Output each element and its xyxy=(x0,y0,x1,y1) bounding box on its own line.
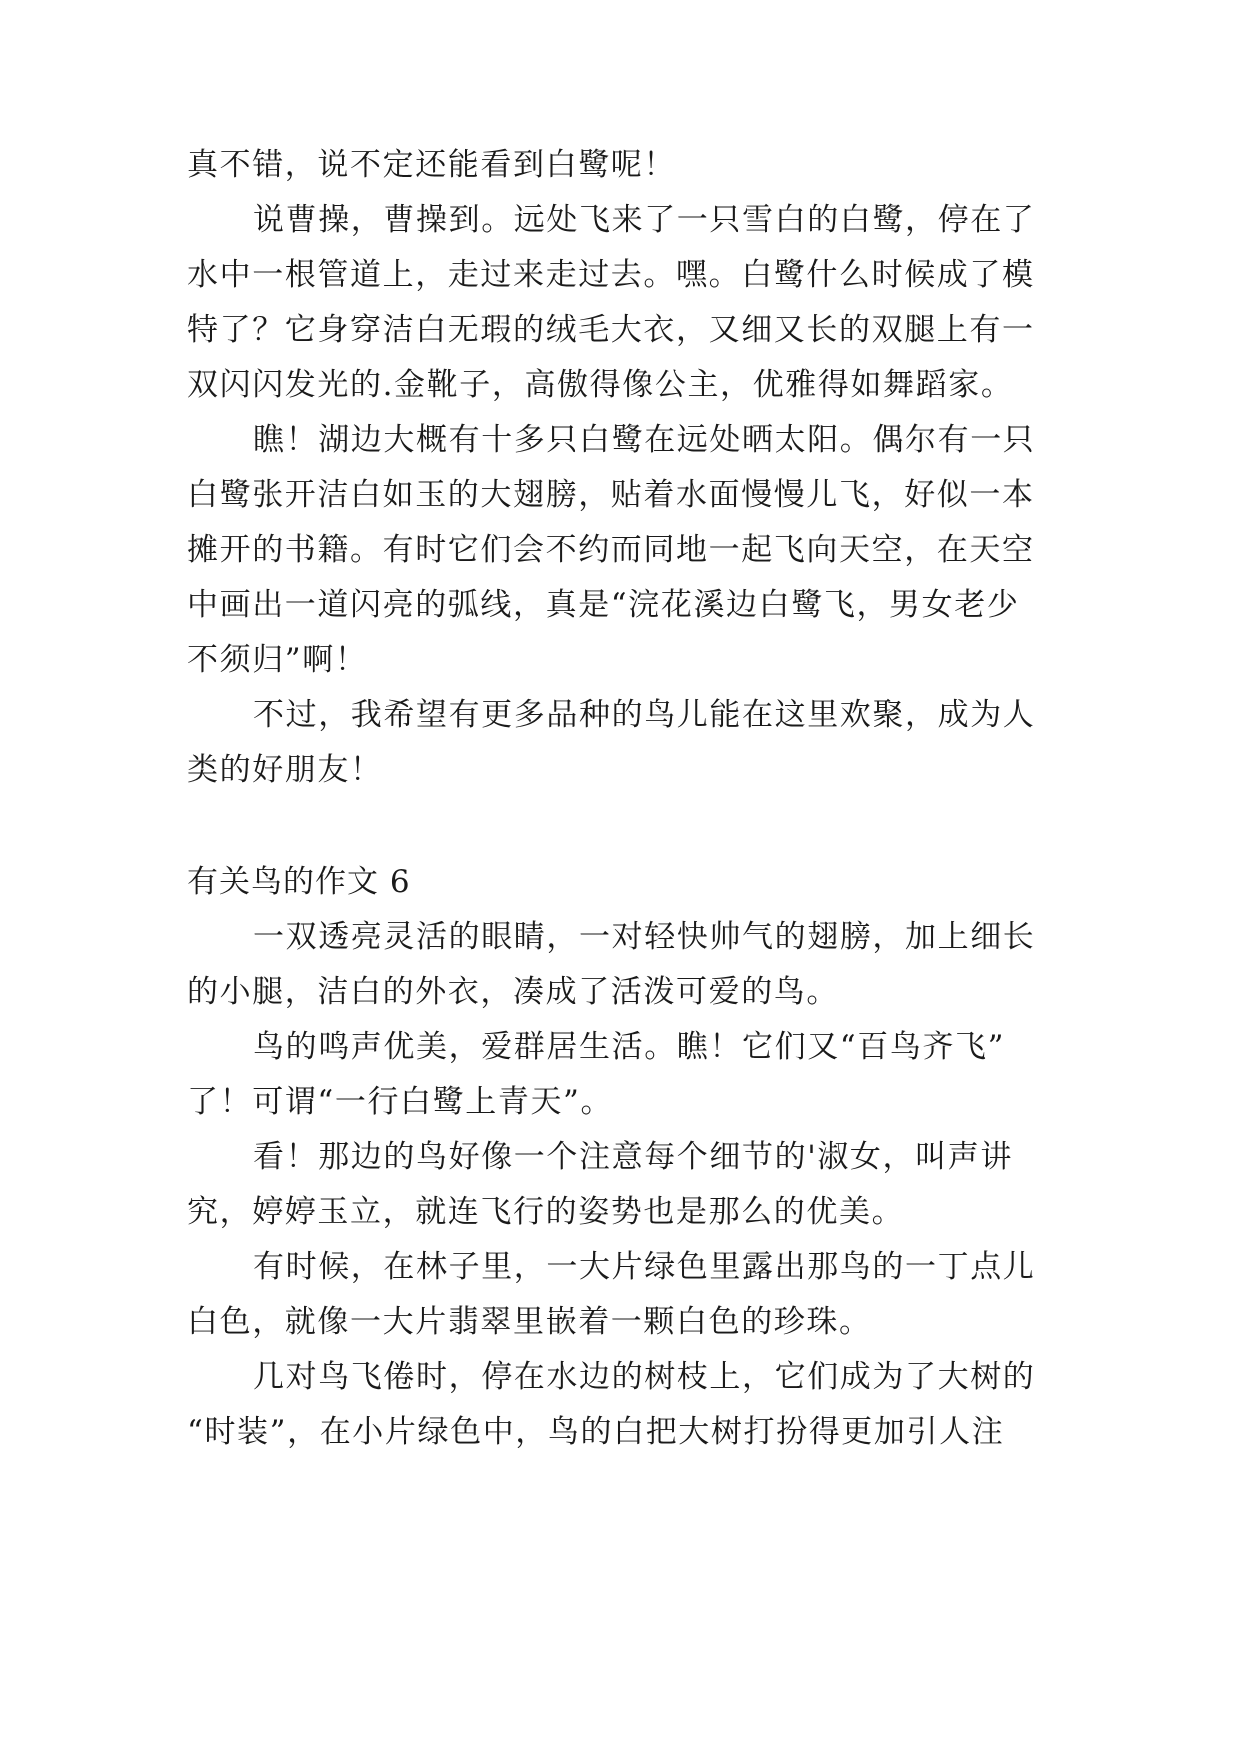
text-line: 类的好朋友！ xyxy=(187,752,383,788)
text-line: 真不错，说不定还能看到白鹭呢！ xyxy=(187,147,676,183)
text-line: 白色，就像一大片翡翠里嵌着一颗白色的珍珠。 xyxy=(187,1304,872,1340)
text-line: 说曹操，曹操到。远处飞来了一只雪白的白鹭，停在了 xyxy=(253,202,1036,238)
text-line: 看！那边的鸟好像一个注意每个细节的'淑女，叫声讲 xyxy=(253,1139,1013,1175)
text-line: 几对鸟飞倦时，停在水边的树枝上，它们成为了大树的 xyxy=(253,1359,1036,1395)
text-line: 鸟的鸣声优美，爱群居生活。瞧！它们又“百鸟齐飞” xyxy=(253,1029,1006,1065)
text-line: 白鹭张开洁白如玉的大翅膀，贴着水面慢慢儿飞，好似一本 xyxy=(187,477,1035,513)
text-line: 的小腿，洁白的外衣，凑成了活泼可爱的鸟。 xyxy=(187,974,839,1010)
text-line: 有时候，在林子里，一大片绿色里露出那鸟的一丁点儿 xyxy=(253,1249,1036,1285)
text-line: 双闪闪发光的.金靴子，高傲得像公主，优雅得如舞蹈家。 xyxy=(187,367,1014,403)
text-line: 中画出一道闪亮的弧线，真是“浣花溪边白鹭飞，男女老少 xyxy=(187,587,1020,623)
text-line: “时装”，在小片绿色中，鸟的白把大树打扮得更加引人注 xyxy=(187,1414,1005,1450)
text-line: 特了？它身穿洁白无瑕的绒毛大衣，又细又长的双腿上有一 xyxy=(187,312,1035,348)
text-line: 不须归”啊！ xyxy=(187,642,368,678)
text-line: 了！可谓“一行白鹭上青天”。 xyxy=(187,1084,614,1120)
text-line: 不过，我希望有更多品种的鸟儿能在这里欢聚，成为人 xyxy=(253,697,1036,733)
text-line: 水中一根管道上，走过来走过去。嘿。白鹭什么时候成了模 xyxy=(187,257,1035,293)
text-line: 瞧！湖边大概有十多只白鹭在远处晒太阳。偶尔有一只 xyxy=(253,422,1036,458)
text-line: 摊开的书籍。有时它们会不约而同地一起飞向天空，在天空 xyxy=(187,532,1035,568)
section-heading: 有关鸟的作文 6 xyxy=(187,864,411,900)
text-line: 究，婷婷玉立，就连飞行的姿势也是那么的优美。 xyxy=(187,1194,905,1230)
text-line: 一双透亮灵活的眼睛，一对轻快帅气的翅膀，加上细长 xyxy=(253,919,1036,955)
